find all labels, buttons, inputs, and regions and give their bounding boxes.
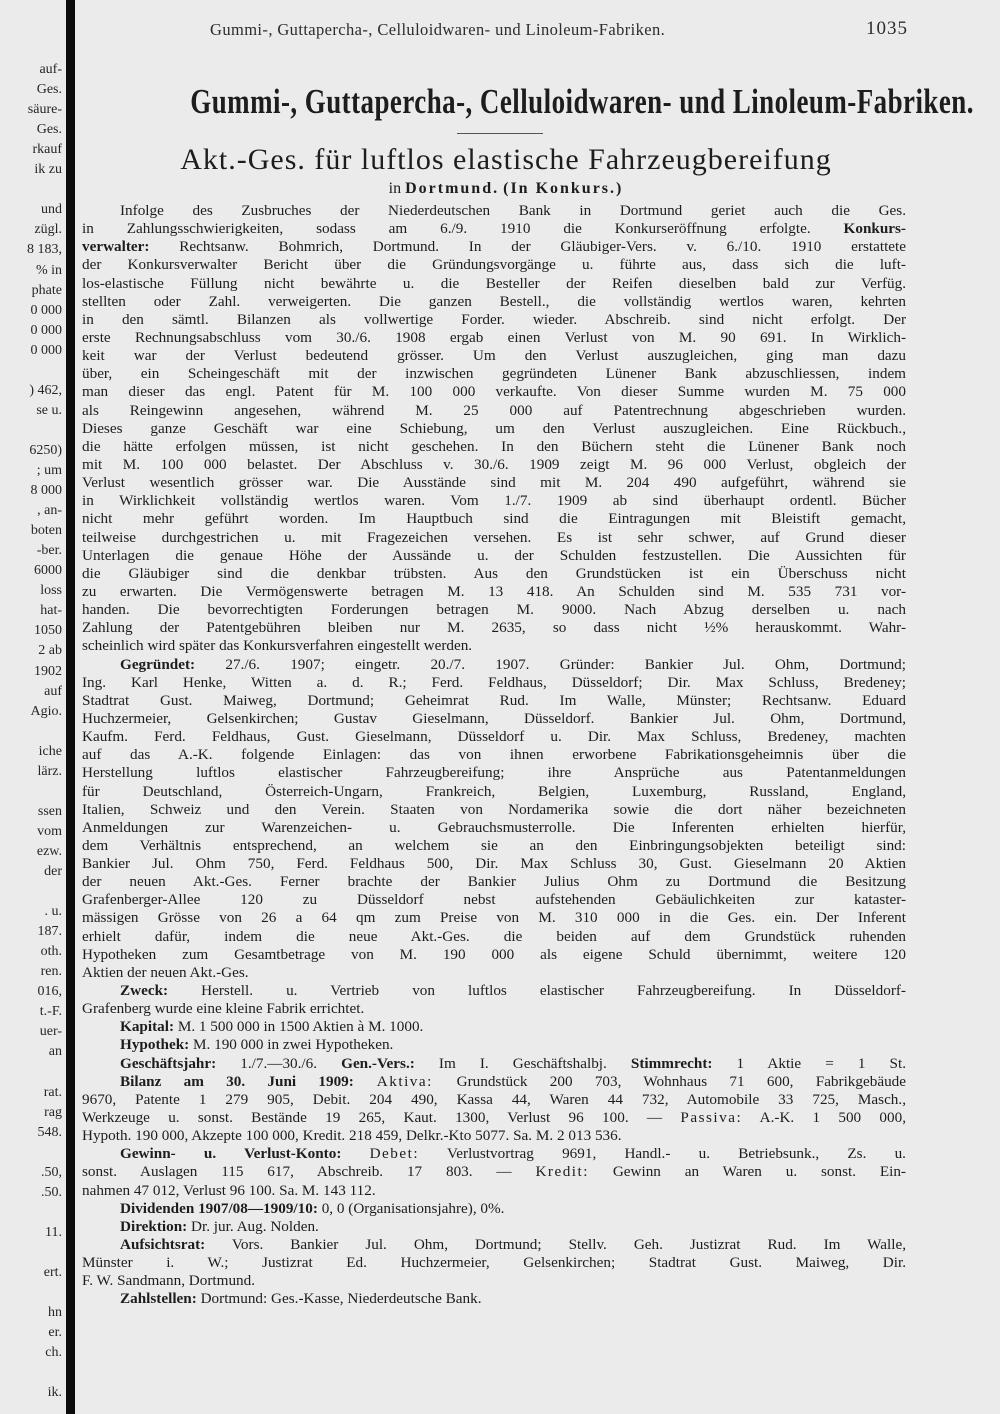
text-run: man dieser das engl. Patent für M. 100 000 verkaufte. Von dieser Summe wurden M. 75 000 [82, 383, 906, 401]
text-line [82, 510, 906, 528]
text-run: erhielt dafür, indem die neue Akt.-Ges. die beiden auf dem Grundstück ruhenden [82, 927, 906, 945]
text-run: nahmen 47 012, Verlust 96 100. Sa. M. 143 112. [82, 1181, 376, 1199]
text-run: Huchzermeier, Gelsenkirchen; Gustav Gieselmann, Düsseldorf. Bankier Jul. Ohm, Dortmund, [82, 709, 906, 727]
text-line [82, 1127, 906, 1145]
text-run: Infolge des Zusbruches der Niederdeutschen Bank in Dortmund geriet auch die Ges. [120, 202, 906, 219]
text-run: sonst. Auslagen 115 617, Abschreib. 17 803. — [82, 1163, 536, 1181]
left-column-fragment: zügl. [34, 222, 62, 238]
left-column-fragment: hat- [40, 603, 62, 619]
page-number: 1035 [866, 18, 908, 39]
text-line [82, 801, 906, 819]
text-line [82, 492, 906, 510]
text-run: Herstellung luftlos elastischer Fahrzeugbereifung; ihre Ansprüche aus Patentanmeldungen [82, 764, 906, 782]
text-line [82, 311, 906, 329]
left-column-fragment: ezw. [36, 843, 62, 859]
text-line [82, 383, 906, 401]
left-column-fragment: se u. [36, 402, 62, 418]
left-column-fragment: er. [48, 1325, 62, 1341]
bold-label: Konkurs- [843, 220, 906, 238]
text-line [82, 275, 906, 293]
text-run: Vors. Bankier Jul. Ohm, Dortmund; Stellv. Geh. Justizrat Rud. Im Walle, [205, 1236, 906, 1254]
left-column-fragment: rat. [43, 1084, 62, 1100]
text-run: Aktien der neuen Akt.-Ges. [82, 963, 249, 981]
text-line [82, 202, 906, 220]
bold-label: Gegründet: [120, 655, 196, 673]
text-line [82, 837, 906, 855]
left-column-fragment: .50. [41, 1184, 62, 1200]
left-column-fragment: . u. [44, 904, 62, 920]
text-run: in Zahlungsschwierigkeiten, sodass am 6./9. 1910 die Konkurseröffnung erfolgte. [82, 220, 844, 238]
text-run: M. 1 500 000 in 1500 Aktien à M. 1000. [174, 1018, 424, 1036]
bold-label: Stimmrecht: [630, 1054, 713, 1072]
text-line [82, 220, 906, 238]
left-column-fragment: Ges. [36, 82, 62, 98]
text-run: Hypoth. 190 000, Akzepte 100 000, Kredit. 218 459, Delkr.-Kto 5077. Sa. M. 2 013 536. [82, 1127, 622, 1145]
text-line [82, 946, 906, 964]
text-run: dem Verhältnis entsprechend, an welchem sie an den Einbringungsobjekten beteiligt sind: [82, 836, 906, 854]
left-column-fragment: 1902 [34, 663, 62, 679]
text-line [82, 583, 906, 601]
section-title: Gummi-, Guttapercha-, Celluloidwaren- und Linoleum-Fabriken. [190, 82, 974, 121]
text-line [82, 256, 906, 274]
text-line [82, 656, 906, 674]
text-line [82, 783, 906, 801]
text-line [82, 1091, 906, 1109]
bold-label: Direktion: [120, 1217, 188, 1235]
text-run: die hätte erfolgen müssen, ist nicht geschehen. In den Büchern steht die Lünener Bank noch [82, 437, 906, 455]
left-column-fragment: ik. [47, 1385, 62, 1401]
left-column-fragment: oth. [40, 944, 62, 960]
text-line [82, 601, 906, 619]
text-line [82, 1200, 906, 1218]
text-line [82, 238, 906, 256]
left-column-fragment: ssen [37, 803, 62, 819]
left-column-fragment: , an- [37, 503, 62, 519]
text-run: M. 190 000 in zwei Hypotheken. [189, 1036, 394, 1054]
spaced-label: Aktiva: [353, 1072, 457, 1090]
left-column-fragment: iche [38, 743, 62, 759]
bold-label: Kapital: [120, 1018, 175, 1036]
text-run: zu erwarten. Die Vermögenswerte betragen M. 13 418. An Schulden sind M. 535 731 vor- [82, 582, 906, 600]
text-line [82, 456, 906, 474]
text-line [82, 420, 906, 438]
company-location [96, 180, 916, 198]
bold-label: Bilanz am 30. Juni 1909: [120, 1072, 354, 1090]
text-run: keit war der Verlust bedeutend grösser. Um den Verlust auszugleichen, ging man dazu [82, 347, 906, 365]
left-column-fragment: % in [35, 262, 62, 278]
left-column-fragment: vom [37, 823, 62, 839]
text-line [82, 1018, 906, 1036]
text-run: Verlust wesentlich grösser war. Die Ausstände sind mit M. 204 490 aufgeführt, während sie [82, 474, 906, 492]
left-column-fragment: 6250) [29, 442, 62, 458]
left-column-fragment: uer- [39, 1024, 62, 1040]
text-line [82, 329, 906, 347]
text-run: Italien, Schweiz und den Verein. Staaten von Nordamerika sowie die dort näher bezeichneten [82, 800, 906, 818]
text-run: Kaufm. Ferd. Feldhaus, Gust. Gieselmann, Düsseldorf u. Dir. Max Schluss, Bredeney, machten [82, 728, 906, 746]
text-line [82, 1254, 906, 1272]
text-line [82, 1163, 906, 1181]
bold-label: Dividenden 1907/08—1909/10: [120, 1199, 318, 1217]
text-run: Bankier Jul. Ohm 750, Ferd. Feldhaus 500, Dir. Max Schluss 30, Gust. Gieselmann 20 Aktien [82, 855, 906, 873]
text-line [82, 819, 906, 837]
text-line [82, 619, 906, 637]
text-line [82, 438, 906, 456]
text-run: Anmeldungen zur Warenzeichen- u. Gebrauchsmusterrolle. Die Inferenten erhielten hierfür, [82, 818, 906, 836]
text-line [82, 964, 906, 982]
text-run: die Gläubiger sind die denkbar trübsten. Aus den Grundstücken ist ein Überschuss nicht [82, 564, 906, 582]
text-line [82, 1272, 906, 1290]
text-run: Gewinn an Waren u. sonst. Ein- [588, 1163, 906, 1181]
text-run: Münster i. W.; Justizrat Ed. Huchzermeier, Gelsenkirchen; Stadtrat Gust. Maiweg, Dir. [82, 1254, 906, 1272]
left-column-fragment: 548. [37, 1124, 62, 1140]
text-line [82, 746, 906, 764]
gutter-bar [66, 0, 75, 1414]
text-line [82, 1182, 906, 1200]
left-column-fragment: t.-F. [39, 1004, 62, 1020]
left-column-fragment: Ges. [36, 122, 62, 138]
text-run: für Deutschland, Österreich-Ungarn, Frankreich, Belgien, Luxemburg, Russland, England, [82, 782, 906, 800]
left-column-fragment: 016, [37, 984, 62, 1000]
text-run: in den sämtl. Bilanzen als vollwertige Forder. wieder. Abschreib. sind nicht erfolgt. Der [82, 310, 906, 328]
left-column-fragment: phate [31, 282, 62, 298]
spaced-label: Kredit: [535, 1163, 589, 1181]
text-line [82, 1109, 906, 1127]
bold-label: Zweck: [120, 982, 169, 1000]
section-divider [457, 133, 543, 134]
text-run: Im I. Geschäftshalbj. [414, 1054, 631, 1072]
left-column-fragment: 0 000 [30, 342, 62, 358]
left-column-fragment: ert. [43, 1265, 62, 1280]
text-run: F. W. Sandmann, Dortmund. [82, 1272, 256, 1290]
text-run: Dieses ganze Geschäft war eine Schiebung, um den Verlust auszugleichen. Eine Rückbuch., [82, 419, 906, 437]
text-line [82, 347, 906, 365]
spaced-label: Debet: [369, 1145, 420, 1163]
text-run: Dr. jur. Aug. Nolden. [187, 1217, 319, 1235]
left-column-fragment: boten [30, 523, 62, 539]
text-run: teilweise durchgestrichen u. mit Fragezeichen versehen. Es ist sehr schwer, auf Grund dieser [82, 528, 906, 546]
location-status: (In Konkurs.) [503, 180, 624, 197]
left-column-fragment: ) 462, [29, 382, 62, 398]
location-prefix: in [388, 180, 402, 197]
left-column-fragment: 8 000 [30, 483, 62, 499]
left-column-fragment: und [41, 202, 62, 218]
left-column-fragment: der [44, 864, 62, 879]
text-line [82, 1036, 906, 1054]
text-line [82, 873, 906, 891]
left-column-fragment: 0 000 [30, 322, 62, 338]
text-line [82, 1055, 906, 1073]
text-line [82, 293, 906, 311]
left-column-fragment: ch. [45, 1345, 62, 1361]
bold-label: verwalter: [82, 238, 150, 256]
text-run: 1 Aktie = 1 St. [712, 1054, 906, 1072]
text-run: A.-K. 1 500 000, [742, 1109, 906, 1127]
left-column-fragment: lärz. [37, 763, 62, 779]
left-column-fragment: hn [48, 1305, 62, 1321]
left-column-fragment: auf- [39, 62, 62, 77]
text-run: Grundstück 200 703, Wohnhaus 71 600, Fabrikgebäude [456, 1072, 906, 1090]
text-line [82, 982, 906, 1000]
text-line [82, 764, 906, 782]
text-run: stellten oder Zahl. verweigerten. Die ganzen Bestell., die vollständig wertlos waren, kehrten [82, 292, 906, 310]
spaced-label: Passiva: [680, 1109, 743, 1127]
text-run: Ing. Karl Henke, Witten a. d. R.; Ferd. Feldhaus, Düsseldorf; Dir. Max Schluss, Bredeney; [82, 673, 906, 691]
company-name: Akt.-Ges. für luftlos elastische Fahrzeugbereifung [180, 143, 832, 176]
left-column-fragment: an [48, 1044, 62, 1060]
text-run: Herstell. u. Vertrieb von luftlos elastischer Fahrzeugbereifung. In Düsseldorf- [168, 982, 906, 1000]
left-column-fragment: .50, [41, 1164, 62, 1180]
text-line [82, 547, 906, 565]
text-run: 0, 0 (Organisationsjahre), 0%. [317, 1199, 505, 1217]
text-run: Grafenberg wurde eine kleine Fabrik errichtet. [82, 1000, 365, 1018]
text-run: mit M. 100 000 belastet. Der Abschluss v. 30./6. 1909 zeigt M. 96 000 Verlust, obgleich der [82, 455, 906, 473]
text-run [341, 1145, 369, 1162]
text-run: als Reingewinn angesehen, während M. 25 000 auf Patentrechnung abgeschrieben wurden. [82, 401, 906, 419]
left-column-fragment: säure- [27, 102, 62, 118]
text-line [82, 1145, 906, 1163]
text-run: 1./7.—30./6. [216, 1054, 342, 1072]
left-column-fragment: 0 000 [30, 302, 62, 318]
text-run: der Konkursverwalter Bericht über die Gründungsvorgänge u. führte aus, dass sich die luft- [82, 256, 906, 274]
text-run: 9670, Patente 1 279 905, Debit. 204 490, Kassa 44, Waren 44 732, Automobile 33 725, Masch., [82, 1090, 906, 1108]
text-run: in Wirklichkeit vollständig wertlos waren. Vom 1./7. 1909 ab sind überhaupt ordentl. Bücher [82, 492, 906, 510]
bold-label: Aufsichtsrat: [120, 1236, 206, 1254]
left-column-fragment: auf [44, 683, 62, 699]
text-line [82, 1236, 906, 1254]
text-run: Rechtsanw. Bohmrich, Dortmund. In der Gläubiger-Vers. v. 6./10. 1910 erstattete [149, 238, 906, 256]
text-line [82, 674, 906, 692]
text-line [82, 529, 906, 547]
text-line [82, 1000, 906, 1018]
text-run: auf das A.-K. folgende Einlagen: das von ihnen erworbene Fabrikationsgeheimnis über die [82, 746, 906, 764]
text-run: nicht mehr geführt worden. Im Hauptbuch sind die Eintragungen mit Bleistift gemacht, [82, 510, 906, 528]
text-run: scheinlich wird später das Konkursverfahren eingestellt werden. [82, 637, 473, 655]
text-line [82, 565, 906, 583]
bold-label: Zahlstellen: [120, 1290, 197, 1308]
left-column-fragment: ik zu [34, 162, 62, 178]
article-body [82, 202, 906, 1309]
left-column-fragment: 2 ab [38, 643, 62, 659]
text-line [82, 855, 906, 873]
text-line [82, 637, 906, 655]
text-line [82, 1290, 906, 1308]
left-column-fragment: rkauf [32, 142, 62, 158]
text-line [82, 692, 906, 710]
running-head: Gummi-, Guttapercha-, Celluloidwaren- und Linoleum-Fabriken. [210, 20, 666, 39]
text-line [82, 365, 906, 383]
left-column-fragment: 1050 [34, 623, 62, 639]
text-line [82, 1218, 906, 1236]
bold-label: Gen.-Vers.: [341, 1054, 415, 1072]
text-run: Grafenberger-Allee 120 zu Düsseldorf nebst aufstehenden Gebäulichkeiten zur kataster- [82, 891, 906, 909]
text-run: los-elastische Füllung nicht bewährte u. die Besteller der Reifen dieselben bald zur Verfüg. [82, 274, 906, 292]
left-column-fragment: ; um [36, 463, 62, 478]
left-column-fragment: 6000 [34, 563, 62, 579]
text-run: handen. Die bevorrechtigten Forderungen betragen M. 9000. Nach Abzug derselben u. nach [82, 601, 906, 619]
previous-page-column-fragment [0, 62, 64, 1402]
left-column-fragment: -ber. [36, 543, 62, 559]
text-line [82, 909, 906, 927]
text-line [82, 402, 906, 420]
text-run: Hypotheken zum Gesamtbetrage von M. 190 000 als eigene Schuld übernimmt, weitere 120 [82, 945, 906, 963]
text-line [82, 728, 906, 746]
text-run: 27./6. 1907; eingetr. 20./7. 1907. Gründer: Bankier Jul. Ohm, Dortmund; [195, 655, 906, 673]
text-run: Zahlung der Patentgebühren bleiben nur M. 2635, so dass nicht ½% herauskommt. Wahr- [82, 619, 906, 637]
text-run: erste Rechnungsabschluss vom 30./6. 1908 ergab einen Verlust von M. 90 691. In Wirklich- [82, 328, 906, 346]
text-run: Dortmund: Ges.-Kasse, Niederdeutsche Bank. [196, 1290, 482, 1308]
bold-label: Gewinn- u. Verlust-Konto: [120, 1145, 342, 1163]
text-run: Stadtrat Gust. Maiweg, Dortmund; Geheimrat Rud. Im Walle, Münster; Rechtsanw. Eduard [82, 691, 906, 709]
left-column-fragment: loss [40, 583, 62, 599]
left-column-fragment: rag [44, 1104, 62, 1120]
location-city: Dortmund. [405, 180, 500, 197]
bold-label: Hypothek: [120, 1036, 190, 1054]
left-column-fragment: 187. [37, 924, 62, 940]
left-column-fragment: 8 183, [27, 242, 62, 258]
left-column-fragment: 11. [45, 1224, 62, 1240]
text-line [82, 1073, 906, 1091]
text-line [82, 928, 906, 946]
text-run: über, ein Scheingeschäft mit der inzwischen gegründeten Lünener Bank abzuschliessen, indem [82, 365, 906, 383]
text-run: Werkzeuge u. sonst. Bestände 19 265, Kaut. 1300, Verlust 96 100. — [82, 1109, 681, 1127]
text-run: Unterlagen die genaue Höhe der Aussände u. der Schulden festzustellen. Die Aussichten für [82, 546, 906, 564]
text-run: Verlustvortrag 9691, Handl.- u. Betriebsunk., Zs. u. [419, 1145, 906, 1163]
text-line [82, 474, 906, 492]
text-run: der neuen Akt.-Ges. Ferner brachte der Bankier Julius Ohm zu Dortmund die Besitzung [82, 873, 906, 891]
left-column-fragment: ren. [40, 964, 62, 980]
bold-label: Geschäftsjahr: [120, 1054, 217, 1072]
text-line [82, 891, 906, 909]
text-line [82, 710, 906, 728]
text-run: mässigen Grösse von 26 a 64 qm zum Preise von M. 310 000 in die Ges. ein. Der Inferent [82, 909, 906, 927]
left-column-fragment: Agio. [30, 703, 62, 719]
